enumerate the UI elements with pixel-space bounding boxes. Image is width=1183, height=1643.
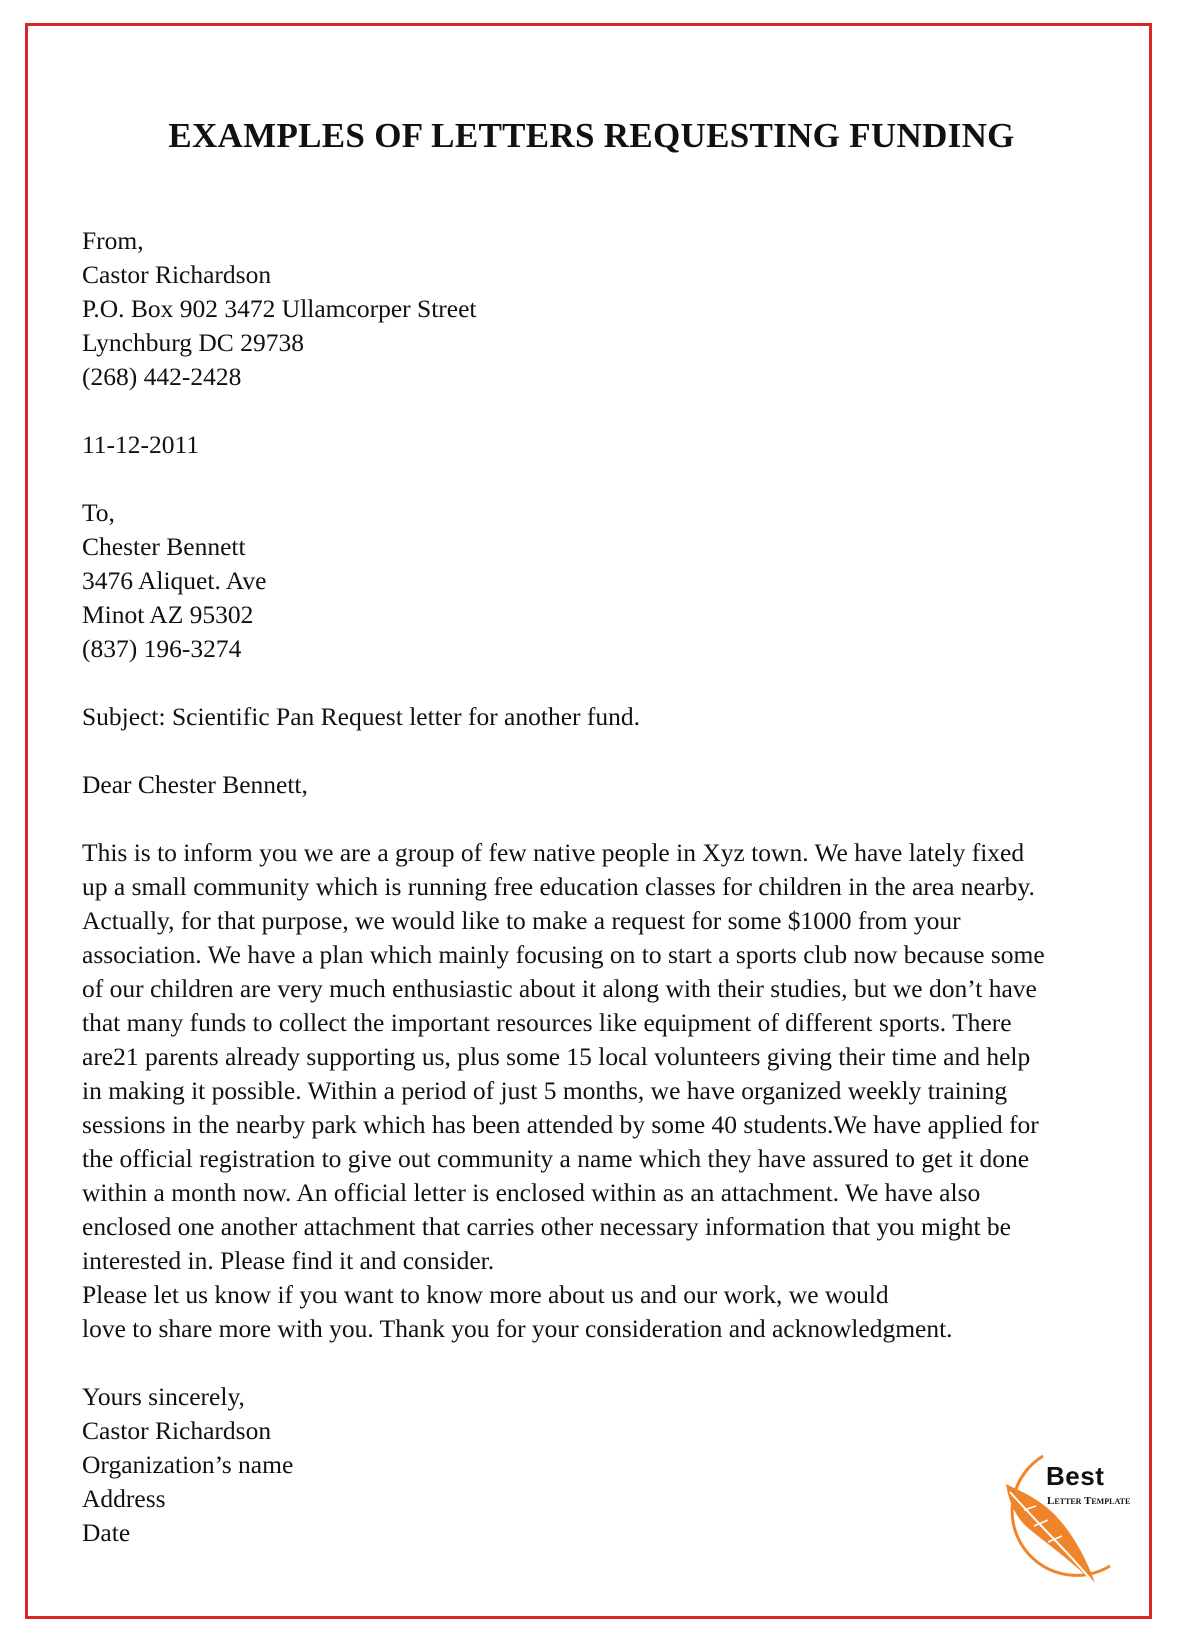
body-line: in making it possible. Within a period of just 5 months, we have organized weekly training bbox=[82, 1076, 1008, 1105]
body-line: Actually, for that purpose, we would like to make a request for some $1000 from your bbox=[82, 906, 961, 935]
spacer bbox=[82, 462, 1102, 496]
body-line: of our children are very much enthusiastic about it along with their studies, but we don’t have bbox=[82, 974, 1037, 1003]
recipient-address-line-2: Minot AZ 95302 bbox=[82, 600, 254, 629]
logo-tagline: Letter Template bbox=[1047, 1495, 1131, 1507]
body-line: Please let us know if you want to know more about us and our work, we would bbox=[82, 1280, 889, 1309]
body-line: the official registration to give out community a name which they have assured to get it done bbox=[82, 1144, 1030, 1173]
from-label: From, bbox=[82, 226, 144, 255]
recipient-phone: (837) 196-3274 bbox=[82, 634, 242, 663]
body-line: up a small community which is running free education classes for children in the area nearby. bbox=[82, 872, 1035, 901]
sender-phone: (268) 442-2428 bbox=[82, 362, 242, 391]
body-line: sessions in the nearby park which has been attended by some 40 students.We have applied for bbox=[82, 1110, 1039, 1139]
spacer bbox=[82, 734, 1102, 768]
recipient-name: Chester Bennett bbox=[82, 532, 246, 561]
body-line: This is to inform you we are a group of few native people in Xyz town. We have lately fixed bbox=[82, 838, 1025, 867]
spacer bbox=[82, 802, 1102, 836]
letter-title: EXAMPLES OF LETTERS REQUESTING FUNDING bbox=[168, 116, 1015, 155]
body-line: love to share more with you. Thank you for your consideration and acknowledgment. bbox=[82, 1314, 953, 1343]
to-label: To, bbox=[82, 498, 115, 527]
body-line: are21 parents already supporting us, plus some 15 local volunteers giving their time and help bbox=[82, 1042, 1031, 1071]
valediction: Yours sincerely, bbox=[82, 1382, 245, 1411]
body-line: that many funds to collect the important resources like equipment of different sports. There bbox=[82, 1008, 1012, 1037]
body-line: association. We have a plan which mainly focusing on to start a sports club now because some bbox=[82, 940, 1045, 969]
signature-organization: Organization’s name bbox=[82, 1450, 294, 1479]
recipient-address-line-1: 3476 Aliquet. Ave bbox=[82, 566, 267, 595]
logo-wordmark: Best bbox=[1046, 1461, 1105, 1491]
body-line: interested in. Please find it and consider. bbox=[82, 1246, 495, 1275]
spacer bbox=[82, 394, 1102, 428]
signature-date: Date bbox=[82, 1518, 131, 1547]
signature-address: Address bbox=[82, 1484, 166, 1513]
spacer bbox=[82, 1346, 1102, 1380]
letter-body bbox=[82, 224, 1105, 1550]
spacer bbox=[82, 666, 1102, 700]
sender-address-line-1: P.O. Box 902 3472 Ullamcorper Street bbox=[82, 294, 477, 323]
body-line: enclosed one another attachment that carries other necessary information that you might be bbox=[82, 1212, 1011, 1241]
salutation: Dear Chester Bennett, bbox=[82, 770, 308, 799]
letter-date: 11-12-2011 bbox=[82, 430, 200, 459]
body-line: within a month now. An official letter is enclosed within as an attachment. We have also bbox=[82, 1178, 981, 1207]
sender-address-line-2: Lynchburg DC 29738 bbox=[82, 328, 304, 357]
sender-name: Castor Richardson bbox=[82, 260, 272, 289]
subject-line: Subject: Scientific Pan Request letter for another fund. bbox=[82, 702, 641, 731]
signature-name: Castor Richardson bbox=[82, 1416, 272, 1445]
